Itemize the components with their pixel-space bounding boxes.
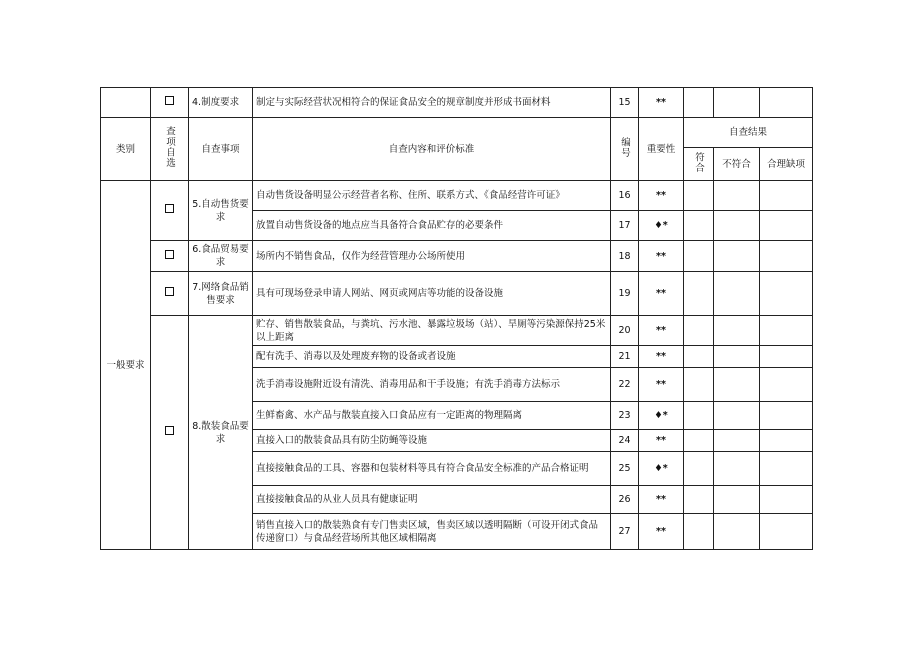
category-cell: 一般要求 — [101, 181, 151, 550]
item-cell: 8.散装食品要求 — [189, 316, 253, 550]
result-cell[interactable] — [684, 316, 714, 346]
importance-cell: ** — [639, 181, 684, 211]
result-cell[interactable] — [684, 211, 714, 241]
result-cell[interactable] — [714, 430, 760, 452]
importance-cell: ♦* — [639, 402, 684, 430]
checkbox-cell[interactable] — [151, 316, 189, 550]
table-row — [101, 88, 813, 118]
result-cell[interactable] — [760, 452, 813, 486]
result-cell[interactable] — [684, 272, 714, 316]
result-cell[interactable] — [684, 346, 714, 368]
checkbox[interactable] — [165, 250, 174, 259]
result-cell[interactable] — [714, 272, 760, 316]
checkbox-cell[interactable] — [151, 88, 189, 118]
result-cell[interactable] — [760, 181, 813, 211]
checkbox[interactable] — [165, 204, 174, 213]
header-category: 类别 — [101, 118, 151, 181]
content-cell: 洗手消毒设施附近设有清洗、消毒用品和干手设施；有洗手消毒方法标示 — [253, 368, 611, 402]
number-cell: 20 — [611, 316, 639, 346]
result-cell[interactable] — [714, 316, 760, 346]
checkbox-cell[interactable] — [151, 272, 189, 316]
result-cell[interactable] — [714, 181, 760, 211]
result-cell[interactable] — [760, 402, 813, 430]
item-cell: 4.制度要求 — [189, 88, 253, 118]
result-cell[interactable] — [684, 402, 714, 430]
header-conform: 符合 — [684, 148, 714, 181]
importance-cell: ** — [639, 316, 684, 346]
result-cell[interactable] — [760, 211, 813, 241]
number-cell: 16 — [611, 181, 639, 211]
result-cell[interactable] — [684, 181, 714, 211]
importance-cell: ** — [639, 486, 684, 514]
empty-cell — [101, 88, 151, 118]
result-cell[interactable] — [714, 486, 760, 514]
result-cell[interactable] — [760, 368, 813, 402]
result-cell[interactable] — [714, 211, 760, 241]
content-cell: 场所内不销售食品，仅作为经营管理办公场所使用 — [253, 241, 611, 272]
item-cell: 7.网络食品销售要求 — [189, 272, 253, 316]
result-cell[interactable] — [684, 430, 714, 452]
result-cell[interactable] — [760, 514, 813, 550]
header-importance: 重要性 — [639, 118, 684, 181]
header-result: 自查结果 — [684, 118, 813, 148]
result-cell[interactable] — [760, 430, 813, 452]
content-cell: 直接接触食品的从业人员具有健康证明 — [253, 486, 611, 514]
content-cell: 销售直接入口的散装熟食有专门售卖区域，售卖区域以透明隔断（可设开闭式食品传递窗口）与食品经营场所其他区域相隔离 — [253, 514, 611, 550]
number-cell: 24 — [611, 430, 639, 452]
importance-cell: ** — [639, 272, 684, 316]
checkbox[interactable] — [165, 96, 174, 105]
importance-cell: ** — [639, 241, 684, 272]
result-cell[interactable] — [684, 241, 714, 272]
result-cell[interactable] — [684, 88, 714, 118]
content-cell: 具有可现场登录申请人网站、网页或网店等功能的设备设施 — [253, 272, 611, 316]
result-cell[interactable] — [684, 452, 714, 486]
result-cell[interactable] — [684, 514, 714, 550]
result-cell[interactable] — [714, 402, 760, 430]
item-cell: 6.食品贸易要求 — [189, 241, 253, 272]
content-cell: 直接接触食品的工具、容器和包装材料等具有符合食品安全标准的产品合格证明 — [253, 452, 611, 486]
number-cell: 19 — [611, 272, 639, 316]
result-cell[interactable] — [760, 486, 813, 514]
header-row — [101, 118, 813, 148]
importance-cell: ♦* — [639, 211, 684, 241]
importance-cell: ** — [639, 368, 684, 402]
content-cell: 放置自动售货设备的地点应当具备符合食品贮存的必要条件 — [253, 211, 611, 241]
number-cell: 27 — [611, 514, 639, 550]
number-cell: 15 — [611, 88, 639, 118]
number-cell: 23 — [611, 402, 639, 430]
header-content: 自查内容和评价标准 — [253, 118, 611, 181]
result-cell[interactable] — [684, 368, 714, 402]
header-reasonable: 合理缺项 — [760, 148, 813, 181]
self-inspection-table — [100, 87, 813, 550]
result-cell[interactable] — [684, 486, 714, 514]
result-cell[interactable] — [714, 368, 760, 402]
importance-cell: ♦* — [639, 452, 684, 486]
table-row — [101, 241, 813, 272]
result-cell[interactable] — [760, 346, 813, 368]
table-row — [101, 272, 813, 316]
number-cell: 18 — [611, 241, 639, 272]
result-cell[interactable] — [714, 514, 760, 550]
checkbox[interactable] — [165, 287, 174, 296]
result-cell[interactable] — [714, 346, 760, 368]
importance-cell: ** — [639, 514, 684, 550]
header-selfselect: 查项自选 — [151, 118, 189, 181]
content-cell: 自动售货设备明显公示经营者名称、住所、联系方式、《食品经营许可证》 — [253, 181, 611, 211]
checkbox[interactable] — [165, 426, 174, 435]
number-cell: 26 — [611, 486, 639, 514]
table-row — [101, 181, 813, 211]
content-cell: 贮存、销售散装食品，与粪坑、污水池、暴露垃圾场（站）、旱厕等污染源保持25米以上距离 — [253, 316, 611, 346]
header-nonconform: 不符合 — [714, 148, 760, 181]
result-cell[interactable] — [714, 241, 760, 272]
number-cell: 17 — [611, 211, 639, 241]
checkbox-cell[interactable] — [151, 241, 189, 272]
number-cell: 21 — [611, 346, 639, 368]
checkbox-cell[interactable] — [151, 181, 189, 241]
result-cell[interactable] — [760, 316, 813, 346]
item-cell: 5.自动售货要求 — [189, 181, 253, 241]
importance-cell: ** — [639, 346, 684, 368]
number-cell: 22 — [611, 368, 639, 402]
result-cell[interactable] — [760, 272, 813, 316]
content-cell: 配有洗手、消毒以及处理废弃物的设备或者设施 — [253, 346, 611, 368]
result-cell[interactable] — [714, 88, 760, 118]
table-row — [101, 316, 813, 346]
content-cell: 直接入口的散装食品具有防尘防蝇等设施 — [253, 430, 611, 452]
number-cell: 25 — [611, 452, 639, 486]
content-cell: 生鲜畜禽、水产品与散装直接入口食品应有一定距离的物理隔离 — [253, 402, 611, 430]
importance-cell: ** — [639, 430, 684, 452]
content-cell: 制定与实际经营状况相符合的保证食品安全的规章制度并形成书面材料 — [253, 88, 611, 118]
header-number: 编号 — [611, 118, 639, 181]
result-cell[interactable] — [714, 452, 760, 486]
result-cell[interactable] — [760, 88, 813, 118]
importance-cell: ** — [639, 88, 684, 118]
header-item: 自查事项 — [189, 118, 253, 181]
result-cell[interactable] — [760, 241, 813, 272]
